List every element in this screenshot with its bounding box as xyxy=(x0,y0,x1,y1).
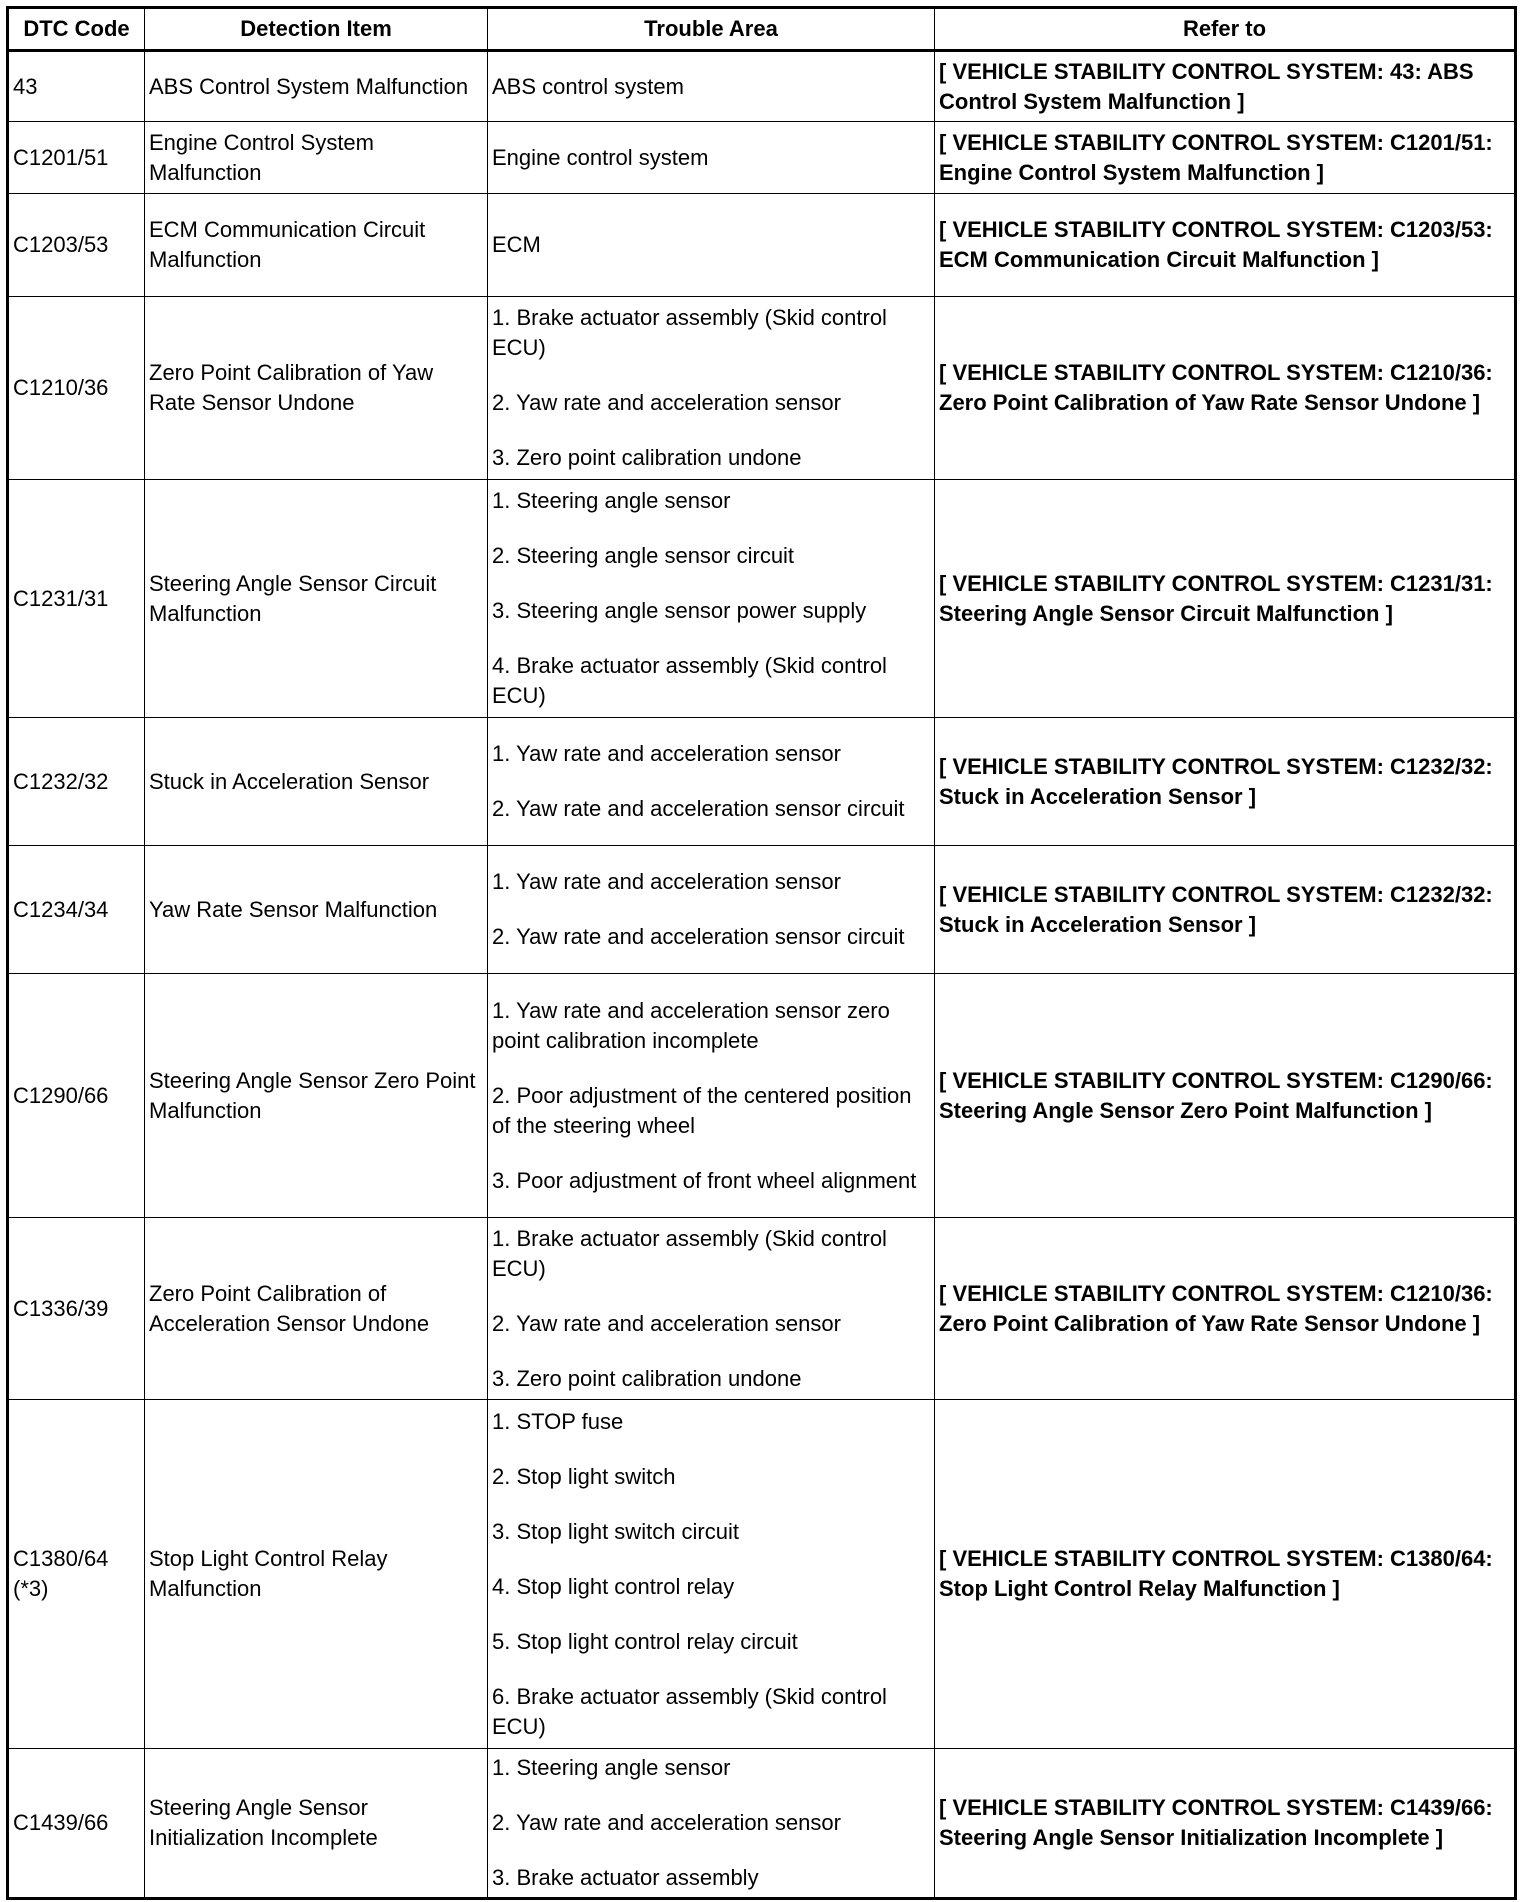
detection-item-cell: Yaw Rate Sensor Malfunction xyxy=(145,846,488,974)
detection-item-cell: Zero Point Calibration of Acceleration Sensor Undone xyxy=(145,1218,488,1400)
trouble-area-cell xyxy=(488,297,935,480)
trouble-area-item: 2. Poor adjustment of the centered position of the steering wheel xyxy=(492,1082,912,1138)
trouble-area-cell xyxy=(488,974,935,1218)
trouble-area-item: 3. Zero point calibration undone xyxy=(492,1365,802,1391)
dtc-table xyxy=(6,6,1517,1900)
trouble-area-item: 6. Brake actuator assembly (Skid control ECU) xyxy=(492,1683,887,1739)
trouble-area-cell xyxy=(488,51,935,122)
trouble-area-item: 3. Stop light switch circuit xyxy=(492,1518,739,1544)
refer-to-link: [ VEHICLE STABILITY CONTROL SYSTEM: 43: ABS Control System Malfunction ] xyxy=(935,51,1516,122)
trouble-area-item: 1. Yaw rate and acceleration sensor xyxy=(492,869,841,894)
detection-item-cell: Stuck in Acceleration Sensor xyxy=(145,718,488,846)
trouble-area-item: 2. Steering angle sensor circuit xyxy=(492,543,795,568)
refer-to-link: [ VEHICLE STABILITY CONTROL SYSTEM: C1232/32: Stuck in Acceleration Sensor ] xyxy=(935,718,1516,846)
trouble-area-item: ABS control system xyxy=(492,73,684,99)
trouble-area-item: ECM xyxy=(492,232,541,257)
table-row xyxy=(8,122,1516,194)
table-row xyxy=(8,194,1516,297)
trouble-area-item: 3. Zero point calibration undone xyxy=(492,445,802,470)
refer-to-link: [ VEHICLE STABILITY CONTROL SYSTEM: C1231/31: Steering Angle Sensor Circuit Malfunction ] xyxy=(935,480,1516,718)
detection-item-cell: ABS Control System Malfunction xyxy=(145,51,488,122)
trouble-area-cell xyxy=(488,1400,935,1749)
table-row xyxy=(8,1749,1516,1899)
trouble-area-cell xyxy=(488,122,935,194)
trouble-area-cell xyxy=(488,1749,935,1899)
trouble-area-item: 4. Brake actuator assembly (Skid control ECU) xyxy=(492,653,887,708)
dtc-code-cell: C1203/53 xyxy=(8,194,145,297)
trouble-area-item: 2. Yaw rate and acceleration sensor circuit xyxy=(492,796,905,821)
trouble-area-item: 1. STOP fuse xyxy=(492,1408,624,1434)
header-trouble-area: Trouble Area xyxy=(488,8,935,51)
trouble-area-item: 1. Steering angle sensor xyxy=(492,488,731,513)
detection-item-cell: Steering Angle Sensor Initialization Incomplete xyxy=(145,1749,488,1899)
refer-to-link: [ VEHICLE STABILITY CONTROL SYSTEM: C1232/32: Stuck in Acceleration Sensor ] xyxy=(935,846,1516,974)
table-row xyxy=(8,1400,1516,1749)
header-refer-to: Refer to xyxy=(935,8,1516,51)
trouble-area-item: 1. Yaw rate and acceleration sensor zero point calibration incomplete xyxy=(492,997,890,1053)
trouble-area-item: 2. Stop light switch xyxy=(492,1463,676,1489)
trouble-area-item: 1. Brake actuator assembly (Skid control ECU) xyxy=(492,305,887,360)
trouble-area-cell xyxy=(488,194,935,297)
header-row xyxy=(8,8,1516,51)
trouble-area-cell xyxy=(488,718,935,846)
refer-to-link: [ VEHICLE STABILITY CONTROL SYSTEM: C1201/51: Engine Control System Malfunction ] xyxy=(935,122,1516,194)
trouble-area-item: 3. Steering angle sensor power supply xyxy=(492,598,867,623)
table-row xyxy=(8,718,1516,846)
header-dtc-code: DTC Code xyxy=(8,8,145,51)
detection-item-cell: Engine Control System Malfunction xyxy=(145,122,488,194)
table-row xyxy=(8,846,1516,974)
dtc-code-cell: C1234/34 xyxy=(8,846,145,974)
detection-item-cell: Steering Angle Sensor Circuit Malfunction xyxy=(145,480,488,718)
trouble-area-item: 1. Brake actuator assembly (Skid control ECU) xyxy=(492,1225,887,1281)
trouble-area-item: 3. Brake actuator assembly xyxy=(492,1865,759,1890)
detection-item-cell: ECM Communication Circuit Malfunction xyxy=(145,194,488,297)
dtc-code-cell: 43 xyxy=(8,51,145,122)
trouble-area-item: 2. Yaw rate and acceleration sensor xyxy=(492,390,841,415)
table-row xyxy=(8,974,1516,1218)
trouble-area-cell xyxy=(488,846,935,974)
dtc-code-cell: C1210/36 xyxy=(8,297,145,480)
dtc-code-cell: C1336/39 xyxy=(8,1218,145,1400)
detection-item-cell: Stop Light Control Relay Malfunction xyxy=(145,1400,488,1749)
table-row xyxy=(8,1218,1516,1400)
refer-to-link: [ VEHICLE STABILITY CONTROL SYSTEM: C1210/36: Zero Point Calibration of Yaw Rate Sensor Undone ] xyxy=(935,1218,1516,1400)
trouble-area-cell xyxy=(488,1218,935,1400)
table-row xyxy=(8,51,1516,122)
trouble-area-item: 2. Yaw rate and acceleration sensor xyxy=(492,1310,841,1336)
trouble-area-item: 5. Stop light control relay circuit xyxy=(492,1628,798,1654)
table-row xyxy=(8,480,1516,718)
refer-to-link: [ VEHICLE STABILITY CONTROL SYSTEM: C1210/36: Zero Point Calibration of Yaw Rate Sensor Undone ] xyxy=(935,297,1516,480)
refer-to-link: [ VEHICLE STABILITY CONTROL SYSTEM: C1380/64: Stop Light Control Relay Malfunction ] xyxy=(935,1400,1516,1749)
refer-to-link: [ VEHICLE STABILITY CONTROL SYSTEM: C1290/66: Steering Angle Sensor Zero Point Malfunction ] xyxy=(935,974,1516,1218)
trouble-area-item: 1. Yaw rate and acceleration sensor xyxy=(492,741,841,766)
dtc-code-cell: C1201/51 xyxy=(8,122,145,194)
dtc-code-cell: C1232/32 xyxy=(8,718,145,846)
header-detection-item: Detection Item xyxy=(145,8,488,51)
trouble-area-item: 2. Yaw rate and acceleration sensor circuit xyxy=(492,924,905,949)
trouble-area-item: Engine control system xyxy=(492,144,709,170)
dtc-code-cell: C1380/64 (*3) xyxy=(8,1400,145,1749)
trouble-area-item: 3. Poor adjustment of front wheel alignment xyxy=(492,1167,917,1193)
detection-item-cell: Zero Point Calibration of Yaw Rate Sensor Undone xyxy=(145,297,488,480)
dtc-code-cell: C1231/31 xyxy=(8,480,145,718)
trouble-area-cell xyxy=(488,480,935,718)
trouble-area-item: 2. Yaw rate and acceleration sensor xyxy=(492,1810,841,1835)
dtc-code-cell: C1439/66 xyxy=(8,1749,145,1899)
detection-item-cell: Steering Angle Sensor Zero Point Malfunction xyxy=(145,974,488,1218)
trouble-area-item: 4. Stop light control relay xyxy=(492,1573,735,1599)
refer-to-link: [ VEHICLE STABILITY CONTROL SYSTEM: C1439/66: Steering Angle Sensor Initialization Incomplete ] xyxy=(935,1749,1516,1899)
refer-to-link: [ VEHICLE STABILITY CONTROL SYSTEM: C1203/53: ECM Communication Circuit Malfunction ] xyxy=(935,194,1516,297)
dtc-code-cell: C1290/66 xyxy=(8,974,145,1218)
table-row xyxy=(8,297,1516,480)
trouble-area-item: 1. Steering angle sensor xyxy=(492,1755,731,1780)
